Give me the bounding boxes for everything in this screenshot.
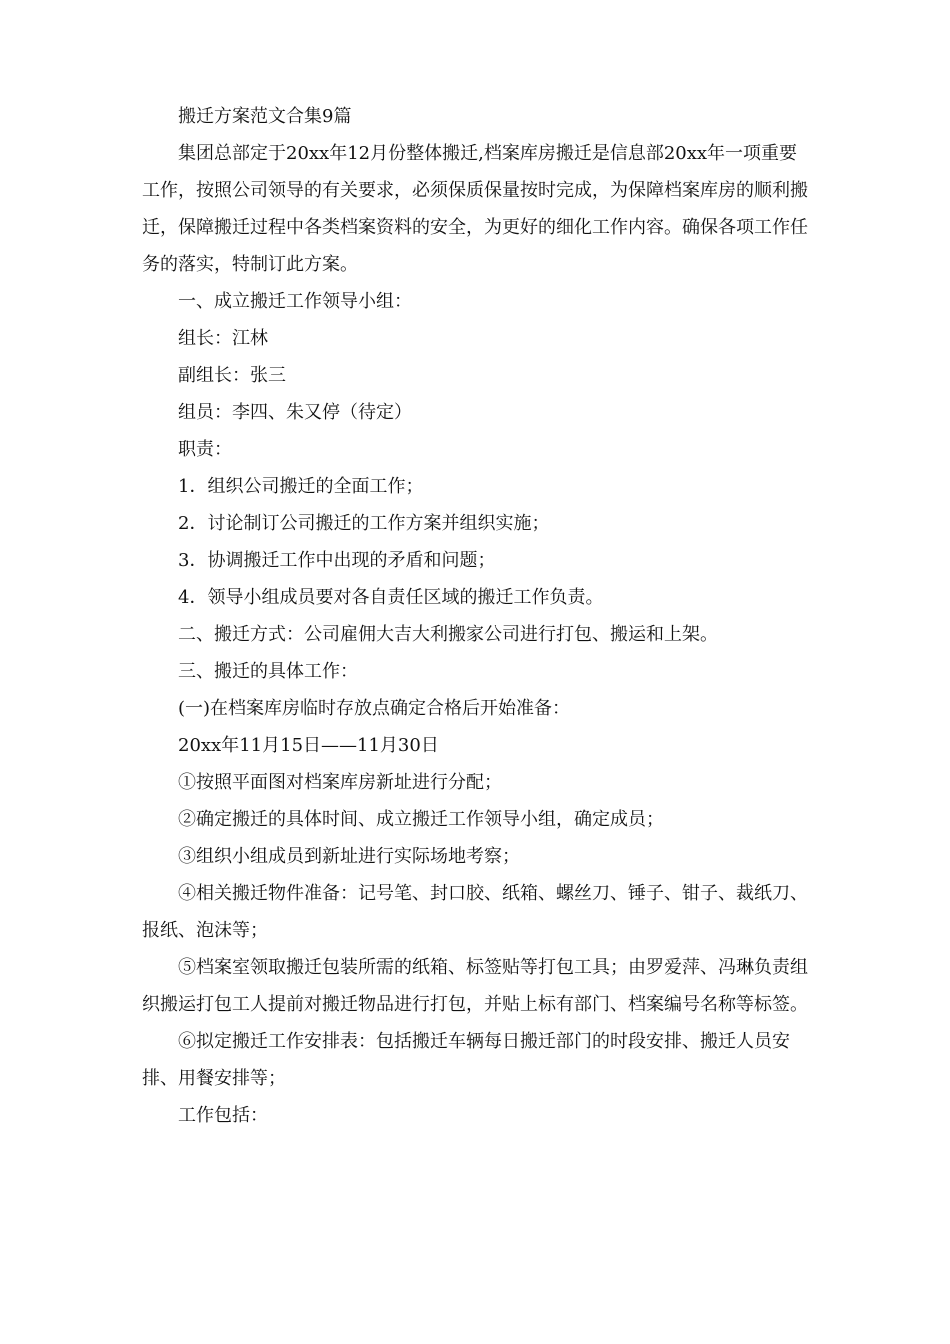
duty-item-4: 4．领导小组成员要对各自责任区域的搬迁工作负责。: [178, 587, 604, 608]
section-heading-1: 一、成立搬迁工作领导小组：: [178, 291, 412, 312]
document-title: 搬迁方案范文合集9篇: [178, 106, 352, 127]
members-line: 组员：李四、朱又停（待定）: [178, 402, 412, 423]
document-page: [142, 98, 812, 1134]
duty-item-2: 2．讨论制订公司搬迁的工作方案并组织实施；: [178, 513, 550, 534]
section-heading-3: 三、搬迁的具体工作：: [178, 661, 358, 682]
step-item-6: ⑥拟定搬迁工作安排表：包括搬迁车辆每日搬迁部门的时段安排、搬迁人员安排、用餐安排等；: [142, 1031, 790, 1089]
subsection-heading-1: (一)在档案库房临时存放点确定合格后开始准备：: [178, 698, 571, 719]
deputy-leader-line: 副组长：张三: [178, 365, 286, 386]
duty-item-1: 1．组织公司搬迁的全面工作；: [178, 476, 424, 497]
duties-heading: 职责：: [178, 439, 232, 460]
step-item-5: ⑤档案室领取搬迁包装所需的纸箱、标签贴等打包工具；由罗爱萍、冯琳负责组织搬运打包工人提前对搬迁物品进行打包，并贴上标有部门、档案编号名称等标签。: [142, 957, 808, 1015]
step-item-3: ③组织小组成员到新址进行实际场地考察；: [178, 846, 520, 867]
paragraph-intro: 集团总部定于20xx年12月份整体搬迁,档案库房搬迁是信息部20xx年一项重要工作，按照公司领导的有关要求，必须保质保量按时完成，为保障档案库房的顺利搬迁，保障搬迁过程中各类档案资料的安全，为更好的细化工作内容。确保各项工作任务的落实，特制订此方案。: [142, 143, 808, 275]
section-heading-2: 二、搬迁方式：公司雇佣大吉大利搬家公司进行打包、搬运和上架。: [178, 624, 718, 645]
duty-item-3: 3．协调搬迁工作中出现的矛盾和问题；: [178, 550, 496, 571]
step-item-1: ①按照平面图对档案库房新址进行分配；: [178, 772, 502, 793]
work-includes-heading: 工作包括：: [178, 1105, 268, 1126]
step-item-2: ②确定搬迁的具体时间、成立搬迁工作领导小组，确定成员；: [178, 809, 664, 830]
leader-line: 组长：江林: [178, 328, 268, 349]
step-item-4: ④相关搬迁物件准备：记号笔、封口胶、纸箱、螺丝刀、锤子、钳子、裁纸刀、报纸、泡沫等；: [142, 883, 808, 941]
date-range: 20xx年11月15日——11月30日: [178, 735, 439, 756]
